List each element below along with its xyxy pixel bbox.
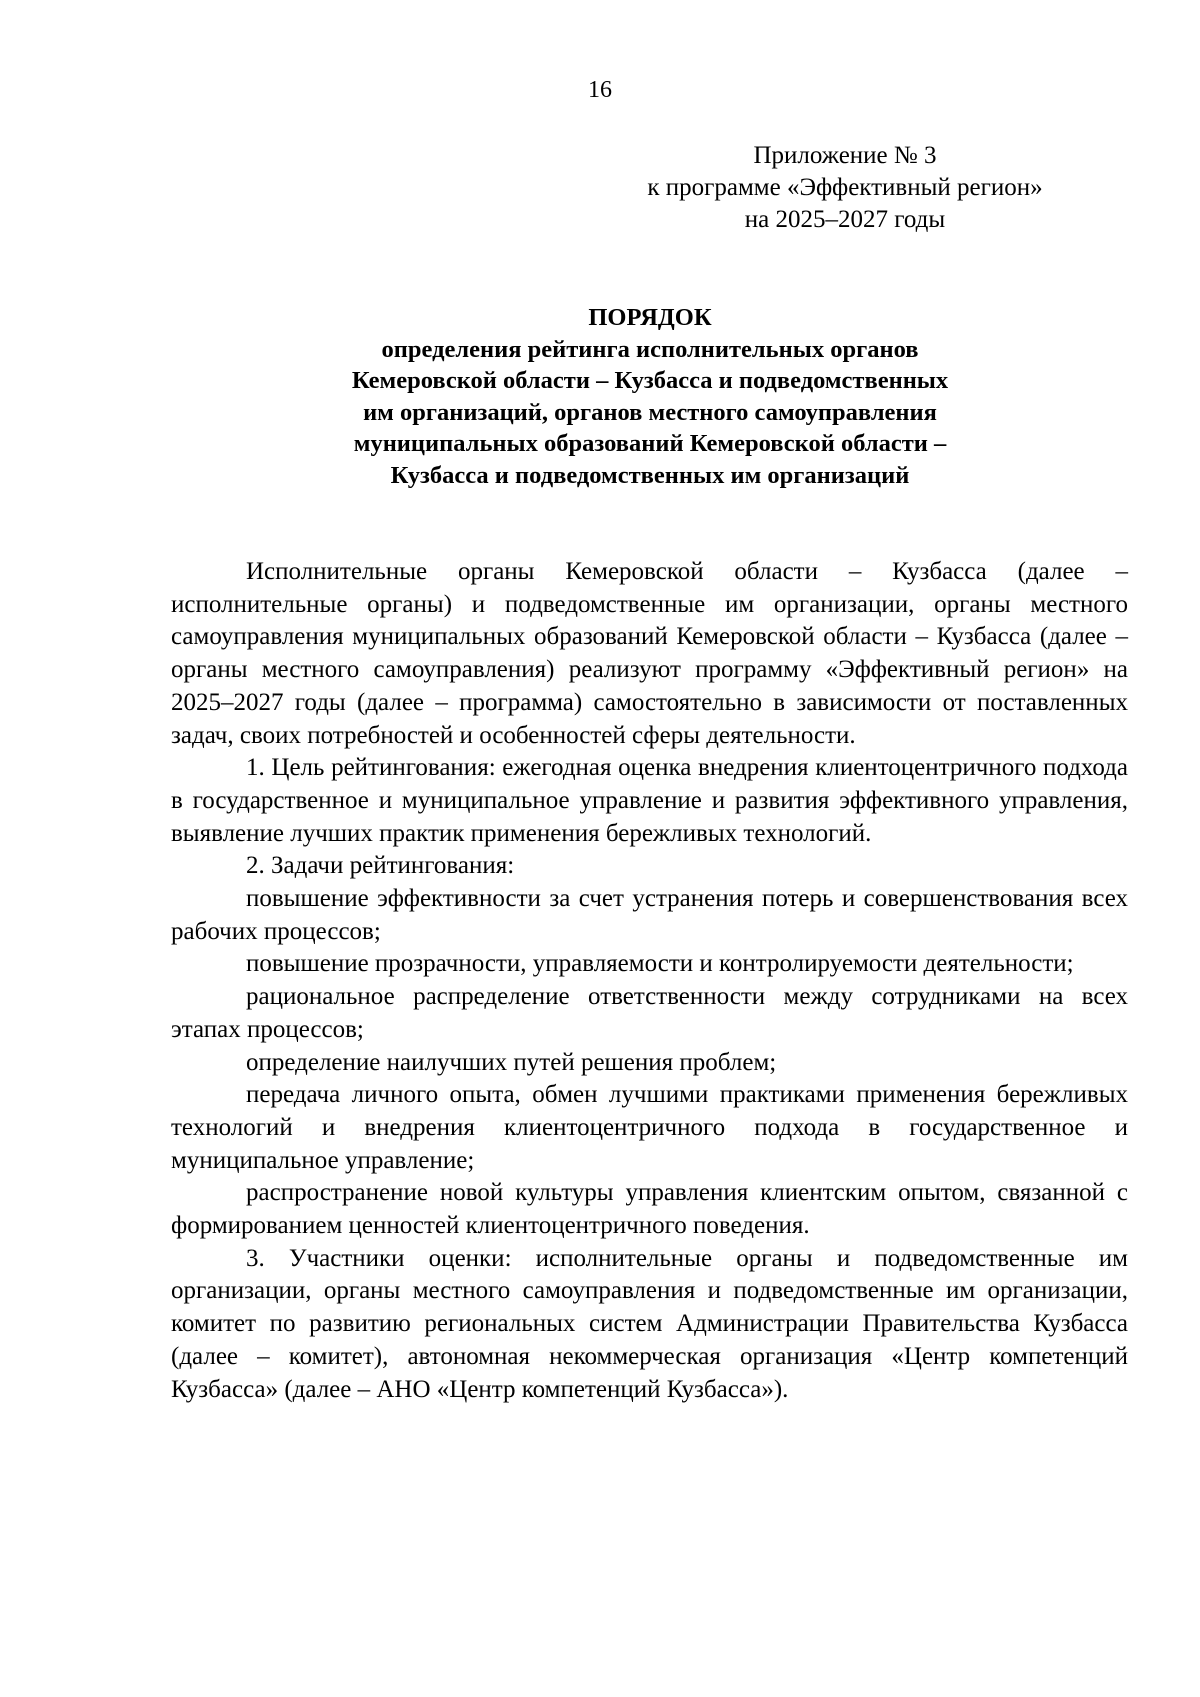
document-title — [170, 302, 1130, 491]
paragraph-task-item: передача личного опыта, обмен лучшими практиками применения бережливых технологий и внедрения клиентоцентричного подхода в государственное и муниципальное управление; — [171, 1081, 1128, 1174]
title-line-3: им организаций, органов местного самоуправления — [363, 398, 937, 426]
appendix-header — [590, 140, 1100, 236]
appendix-line-3: на 2025–2027 годы — [744, 206, 946, 233]
paragraph-intro: Исполнительные органы Кемеровской области – Кузбасса (далее – исполнительные органы) и подведомственные им организации, органы местного самоуправления муниципальных образований Кемеровской области – Кузбасса (далее – органы местного самоуправления) реализуют программу «Эффективный регион» на 2025–2027 годы (далее – программа) самостоятельно в зависимости от поставленных задач, своих потребностей и особенностей сферы деятельности. — [171, 558, 1128, 749]
document-body — [171, 556, 1128, 1406]
paragraph-task-item: распространение новой культуры управления клиентским опытом, связанной с формированием ценностей клиентоцентричного поведения. — [171, 1179, 1128, 1240]
paragraph-tasks-heading: 2. Задачи рейтингования: — [246, 852, 515, 880]
paragraph-task-item: повышение прозрачности, управляемости и контролируемости деятельности; — [246, 950, 1074, 978]
title-line-2: Кемеровской области – Кузбасса и подведомственных — [351, 367, 949, 394]
title-heading: ПОРЯДОК — [588, 304, 712, 331]
page-number: 16 — [588, 77, 612, 103]
paragraph-task-item: определение наилучших путей решения проблем; — [246, 1048, 777, 1076]
appendix-line-1: Приложение № 3 — [753, 142, 937, 169]
paragraph-goal: 1. Цель рейтингования: ежегодная оценка внедрения клиентоцентричного подхода в государственное и муниципальное управление и развития эффективного управления, выявление лучших практик применения бережливых технологий. — [171, 754, 1128, 847]
appendix-line-2: к программе «Эффективный регион» — [647, 174, 1043, 201]
paragraph-participants: 3. Участники оценки: исполнительные органы и подведомственные им организации, органы местного самоуправления и подведомственные им организации, комитет по развитию региональных систем Администрации Правительства Кузбасса (далее – комитет), автономная некоммерческая организация «Центр компетенций Кузбасса» (далее – АНО «Центр компетенций Кузбасса»). — [171, 1244, 1128, 1403]
title-line-5: Кузбасса и подведомственных им организаций — [390, 461, 910, 489]
paragraph-task-item: рациональное распределение ответственности между сотрудниками на всех этапах процессов; — [171, 983, 1128, 1043]
title-line-4: муниципальных образований Кемеровской области – — [353, 430, 947, 457]
paragraph-task-item: повышение эффективности за счет устранения потерь и совершенствования всех рабочих процессов; — [171, 885, 1128, 945]
title-line-1: определения рейтинга исполнительных органов — [381, 335, 919, 363]
